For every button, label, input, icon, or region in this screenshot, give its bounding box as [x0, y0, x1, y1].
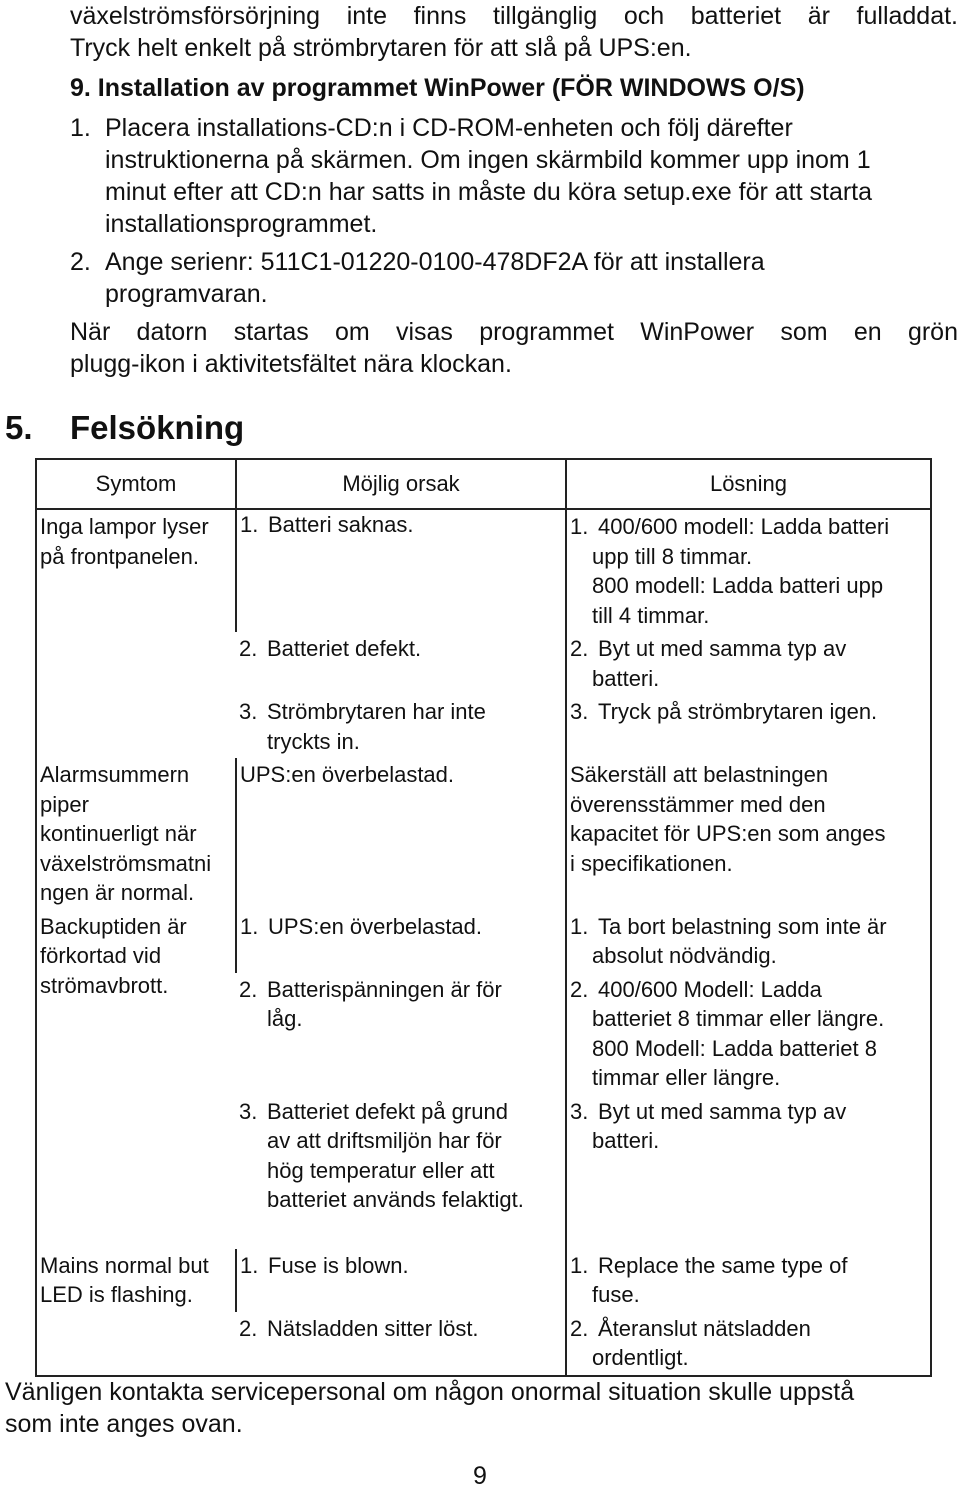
symptom-text: växelströmsmatni [40, 850, 212, 876]
solution-cell [566, 695, 931, 758]
section-5-number: 5. [5, 409, 33, 446]
table-row [36, 758, 931, 910]
cause-cell [236, 1095, 566, 1249]
cause-text: Batterispänningen är för [267, 976, 502, 1002]
solution-number: 1. [570, 514, 589, 539]
symptom-text: strömavbrott. [40, 972, 169, 998]
solution-text: batteri. [592, 665, 660, 691]
table-row [36, 1249, 931, 1312]
footer-line-1: Vänligen kontakta servicepersonal om någon onormal situation skulle uppstå [5, 1378, 855, 1406]
cause-number: 3. [239, 1098, 258, 1124]
solution-cell [566, 758, 931, 910]
solution-text: Byt ut med samma typ av [598, 636, 847, 661]
cause-number: 2. [239, 976, 258, 1002]
install-step-2 [70, 246, 958, 310]
solution-text: till 4 timmar. [592, 602, 710, 628]
solution-text: överensstämmer med den [570, 791, 826, 817]
intro-line-1: växelströmsförsörjning inte finns tillgänglig och batteriet är fulladdat. [70, 2, 958, 30]
cause-text: UPS:en överbelastad. [268, 913, 483, 939]
step-1-line-4: installationsprogrammet. [105, 210, 378, 238]
solution-text: 400/600 modell: Ladda batteri [598, 514, 890, 539]
solution-text: absolut nödvändig. [592, 943, 777, 968]
solution-cell [566, 1312, 931, 1376]
solution-number: 2. [570, 1315, 589, 1341]
cause-text: låg. [267, 1006, 303, 1031]
symptom-text: piper [40, 791, 89, 817]
solution-text: upp till 8 timmar. [592, 543, 753, 569]
cause-number: 2. [239, 1315, 258, 1341]
cause-cell [236, 509, 566, 632]
solution-number: 3. [570, 699, 589, 724]
solution-text: 800 modell: Ladda batteri upp [592, 573, 884, 598]
solution-text: batteriet 8 timmar eller längre. [592, 1006, 885, 1031]
solution-cell [566, 1095, 931, 1249]
cause-text: Fuse is blown. [268, 1252, 409, 1278]
cause-number: 3. [239, 699, 258, 724]
solution-number: 3. [570, 1098, 589, 1124]
header-symptom: Symtom [36, 459, 236, 509]
cause-text: tryckts in. [267, 728, 360, 754]
cause-text: Batteriet defekt. [267, 636, 422, 661]
solution-text: batteri. [592, 1128, 660, 1153]
step-2-line-2: programvaran. [105, 280, 268, 308]
step-1-line-2: instruktionerna på skärmen. Om ingen skärmbild kommer upp inom 1 [105, 146, 871, 174]
cause-text: hög temperatur eller att [267, 1157, 495, 1183]
winpower-note [70, 316, 958, 380]
solution-number: 1. [570, 1252, 589, 1278]
install-step-1 [70, 112, 958, 240]
section-9-heading: 9. Installation av programmet WinPower (FÖR WINDOWS O/S) [70, 74, 805, 102]
table-header-row [36, 459, 931, 509]
solution-text: kapacitet för UPS:en som anges [570, 821, 886, 846]
solution-number: 1. [570, 913, 589, 939]
solution-cell [566, 973, 931, 1095]
cause-cell [236, 695, 566, 758]
step-1-number: 1. [70, 114, 91, 142]
solution-text: Säkerställ att belastningen [570, 762, 829, 787]
solution-text: Tryck på strömbrytaren igen. [598, 699, 878, 724]
note-line-1: När datorn startas om visas programmet WinPower som en grön [70, 318, 958, 346]
solution-text: i specifikationen. [570, 850, 733, 876]
table-row [36, 910, 931, 973]
troubleshooting-table [35, 458, 932, 1377]
solution-text: 400/600 Modell: Ladda [598, 976, 822, 1002]
step-2-number: 2. [70, 248, 91, 276]
cause-text: av att driftsmiljön har för [267, 1128, 502, 1153]
symptom-cell [36, 1249, 236, 1376]
section-5-title: Felsökning [70, 409, 245, 446]
page-number: 9 [473, 1462, 487, 1490]
solution-text: 800 Modell: Ladda batteriet 8 [592, 1035, 877, 1061]
cause-number: 1. [240, 1252, 259, 1278]
symptom-cell [36, 758, 236, 910]
symptom-text: Backuptiden är [40, 913, 187, 939]
cause-text: Strömbrytaren har inte [267, 699, 486, 724]
cause-cell [236, 910, 566, 973]
symptom-text: på frontpanelen. [40, 543, 200, 569]
solution-text: Replace the same type of [598, 1252, 848, 1278]
solution-cell [566, 910, 931, 973]
cause-number: 2. [239, 636, 258, 661]
symptom-text: förkortad vid [40, 943, 162, 968]
solution-text: fuse. [592, 1282, 640, 1307]
header-cause: Möjlig orsak [236, 459, 566, 509]
cause-text: Nätsladden sitter löst. [267, 1315, 479, 1341]
step-2-line-1: Ange serienr: 511C1-01220-0100-478DF2A för att installera [105, 248, 765, 276]
cause-cell [236, 758, 566, 910]
cause-cell [236, 632, 566, 695]
step-1-line-1: Placera installations-CD:n i CD-ROM-enheten och följ därefter [105, 114, 793, 142]
intro-line-2: Tryck helt enkelt på strömbrytaren för att slå på UPS:en. [70, 34, 692, 62]
cause-text: UPS:en överbelastad. [240, 762, 455, 787]
solution-text: ordentligt. [592, 1345, 689, 1370]
solution-number: 2. [570, 636, 589, 661]
intro-paragraph [70, 0, 958, 64]
cause-cell [236, 1312, 566, 1376]
cause-number: 1. [240, 512, 259, 537]
symptom-text: Mains normal but [40, 1252, 209, 1278]
symptom-cell [36, 910, 236, 1249]
symptom-text: LED is flashing. [40, 1282, 193, 1307]
cause-number: 1. [240, 913, 259, 939]
note-line-2: plugg-ikon i aktivitetsfältet nära klockan. [70, 350, 512, 378]
solution-cell [566, 1249, 931, 1312]
symptom-text: Alarmsummern [40, 762, 190, 787]
symptom-text: Inga lampor lyser [40, 514, 209, 539]
symptom-text: ngen är normal. [40, 880, 195, 905]
solution-cell [566, 632, 931, 695]
header-solution: Lösning [566, 459, 931, 509]
solution-cell [566, 509, 931, 632]
symptom-text: kontinuerligt när [40, 821, 197, 846]
table-row [36, 509, 931, 632]
section-5-heading [5, 408, 244, 448]
footer-line-2: som inte anges ovan. [5, 1410, 243, 1438]
solution-text: Byt ut med samma typ av [598, 1098, 847, 1124]
cause-cell [236, 973, 566, 1095]
solution-text: Återanslut nätsladden [598, 1315, 811, 1341]
contact-service-note [5, 1376, 957, 1440]
symptom-cell [36, 509, 236, 758]
solution-text: timmar eller längre. [592, 1065, 781, 1090]
solution-text: Ta bort belastning som inte är [598, 913, 887, 939]
cause-cell [236, 1249, 566, 1312]
step-1-line-3: minut efter att CD:n har satts in måste du köra setup.exe för att starta [105, 178, 873, 206]
solution-number: 2. [570, 976, 589, 1002]
cause-text: Batteri saknas. [268, 512, 414, 537]
cause-text: Batteriet defekt på grund [267, 1098, 508, 1124]
cause-text: batteriet används felaktigt. [267, 1187, 524, 1212]
